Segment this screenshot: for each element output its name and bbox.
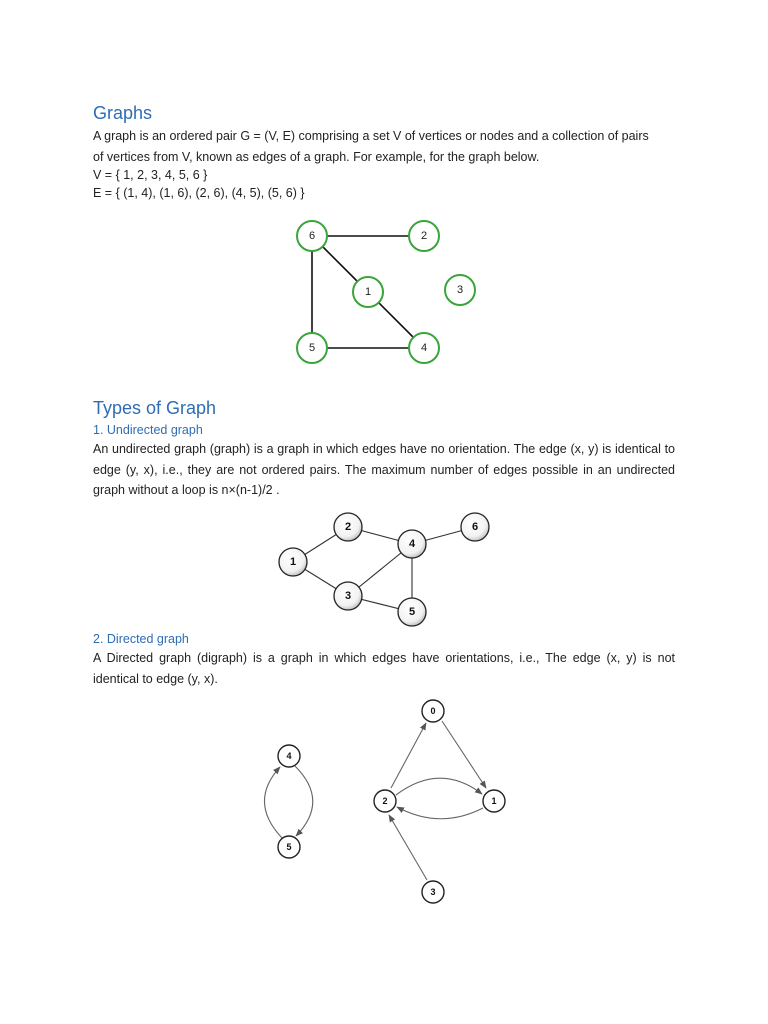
edge-3-2 [389,815,427,880]
undirected-definition: An undirected graph (graph) is a graph in which edges have no orientation. The edge (x, y) is identical to edge (y, x), i.e., they are not ordered pairs. The maximum number of edges possible in an undirected graph without a loop is n×(n-1)/2 . [93,442,675,497]
directed-definition: A Directed graph (digraph) is a graph in which edges have orientations, i.e., The edge (x, y) is not identical to edge (y, x). [93,651,675,686]
edge-0-1 [442,721,486,788]
edge-2-0 [391,723,426,788]
edge-set: E = { (1, 4), (1, 6), (2, 6), (4, 5), (5, 6) } [93,186,305,200]
node-label: 4 [420,342,428,354]
edge-1-2 [397,807,483,819]
node-label: 3 [344,590,352,602]
node-label: 4 [286,751,292,761]
node-label: 6 [308,230,316,242]
subsection-title-directed: 2. Directed graph [93,632,189,646]
node-label: 2 [420,230,428,242]
node-label: 5 [286,842,292,852]
edge-4-5 [295,766,313,836]
node-label: 6 [471,521,479,533]
node-label: 1 [491,796,497,806]
node-label: 2 [344,521,352,533]
edge-2-1 [396,778,482,795]
graph-definition-line1: A graph is an ordered pair G = (V, E) comprising a set V of vertices or nodes and a collection of pairs [93,129,649,143]
node-label: 4 [408,538,416,550]
node-label: 0 [430,706,436,716]
node-label: 1 [289,556,297,568]
graph-definition-line2: of vertices from V, known as edges of a graph. For example, for the graph below. [93,150,540,164]
node-label: 3 [456,284,464,296]
section-title-types: Types of Graph [93,398,217,418]
vertex-set: V = { 1, 2, 3, 4, 5, 6 } [93,168,208,182]
section-title-graphs: Graphs [93,103,153,123]
subsection-title-undirected: 1. Undirected graph [93,423,203,437]
node-label: 5 [308,342,316,354]
node-label: 1 [364,286,372,298]
edge-5-4 [264,767,282,838]
node-label: 5 [408,606,416,618]
node-label: 3 [430,887,436,897]
node-label: 2 [382,796,388,806]
